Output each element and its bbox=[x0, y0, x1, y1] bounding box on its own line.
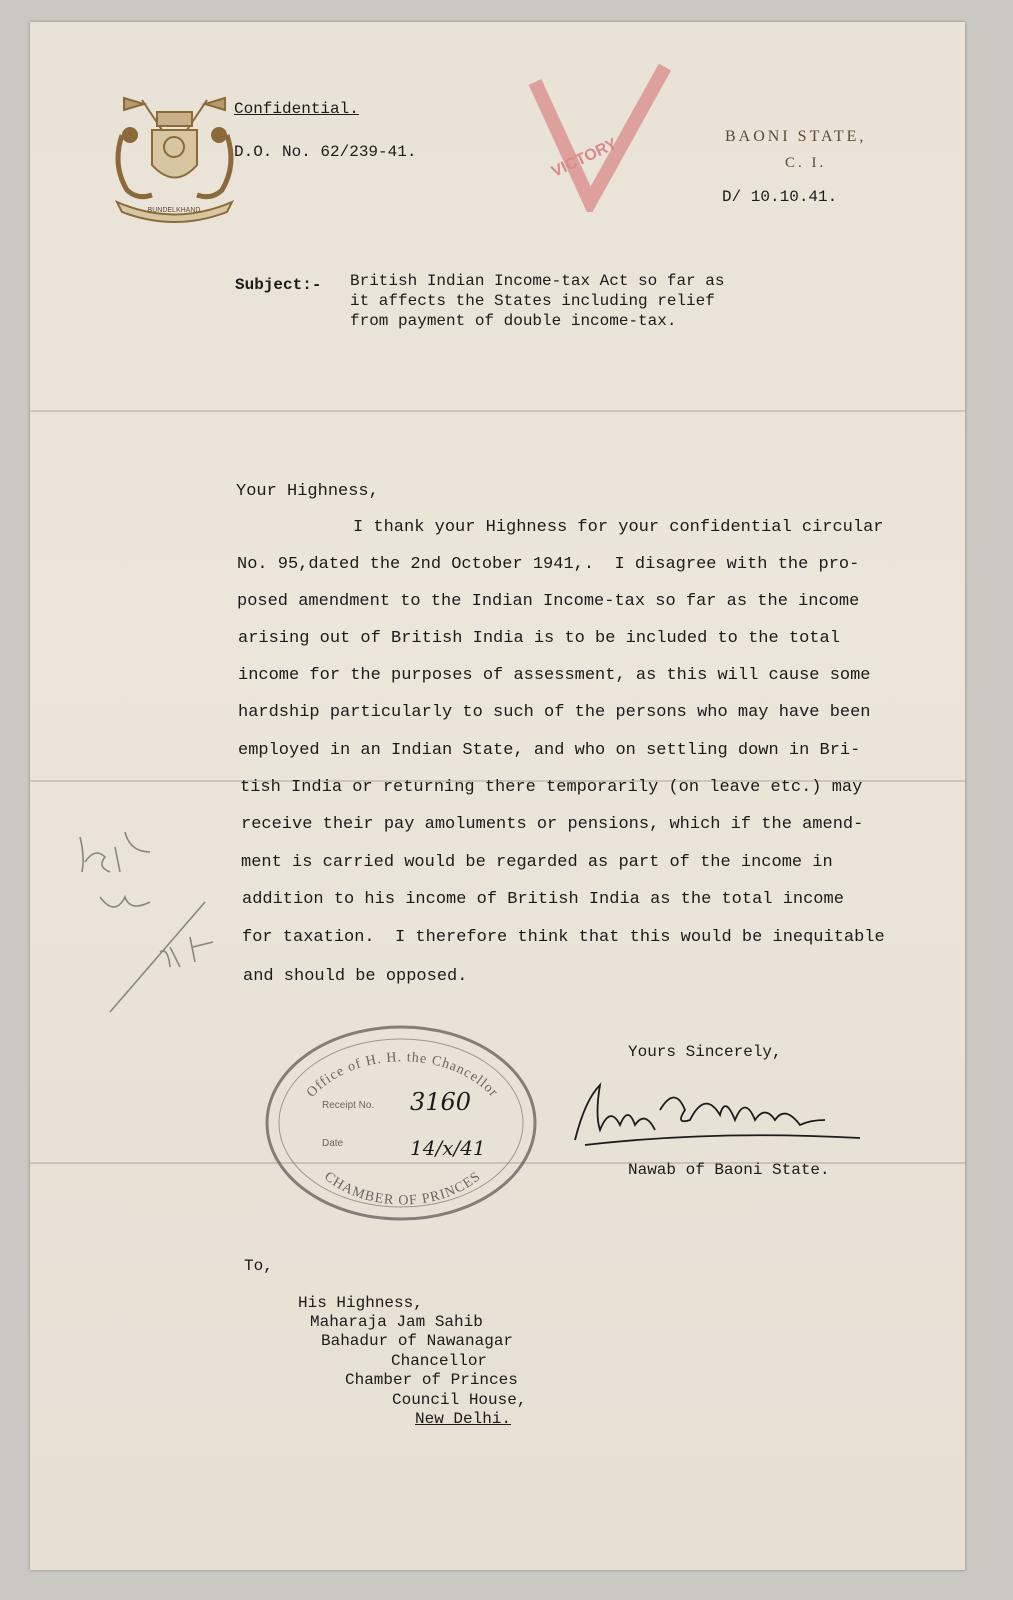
handwritten-signature bbox=[565, 1070, 865, 1150]
address-line: Chancellor bbox=[391, 1352, 488, 1370]
signature-title: Nawab of Baoni State. bbox=[628, 1161, 830, 1179]
body-line: for taxation. I therefore think that this would be inequitable bbox=[242, 928, 885, 947]
address-line: Maharaja Jam Sahib bbox=[310, 1313, 483, 1331]
address-line: Bahadur of Nawanagar bbox=[321, 1332, 514, 1350]
letter-date: D/ 10.10.41. bbox=[722, 188, 838, 206]
victory-v-stamp-icon bbox=[515, 52, 685, 212]
body-line: arising out of British India is to be included to the total bbox=[238, 629, 840, 648]
body-line: No. 95,dated the 2nd October 1941,. I disagree with the pro- bbox=[237, 555, 860, 574]
subject-line: it affects the States including relief bbox=[350, 292, 715, 310]
stamp-receipt-number: 3160 bbox=[410, 1088, 472, 1116]
stamp-top-text: Office of H. H. the Chancellor bbox=[304, 1050, 501, 1101]
subject-label: Subject:- bbox=[235, 276, 322, 294]
body-line: receive their pay amoluments or pensions, which if the amend- bbox=[241, 815, 864, 834]
address-to: To, bbox=[244, 1257, 273, 1275]
stamp-date-value: 14/x/41 bbox=[410, 1136, 486, 1160]
stamp-bottom-text: CHAMBER OF PRINCES bbox=[321, 1169, 484, 1209]
subject-line: British Indian Income-tax Act so far as bbox=[350, 272, 725, 290]
body-line: I thank your Highness for your confidential circular bbox=[353, 518, 884, 537]
stamp-receipt-label: Receipt No. bbox=[322, 1100, 375, 1111]
body-line: hardship particularly to such of the persons who may have been bbox=[238, 703, 871, 722]
do-number: D.O. No. 62/239-41. bbox=[234, 143, 417, 161]
body-line: employed in an Indian State, and who on settling down in Bri- bbox=[238, 741, 861, 760]
pencil-notation-icon bbox=[75, 827, 235, 1017]
victory-stamp-text: VICTORY bbox=[548, 135, 620, 181]
letterhead-state: BAONI STATE, bbox=[725, 128, 867, 145]
body-line: addition to his income of British India as the total income bbox=[242, 890, 844, 909]
address-line: Council House, bbox=[392, 1391, 527, 1409]
letter-page bbox=[30, 22, 965, 1570]
address-line: New Delhi. bbox=[415, 1410, 512, 1428]
subject-line: from payment of double income-tax. bbox=[350, 312, 677, 330]
address-line: His Highness, bbox=[298, 1294, 423, 1312]
chancellor-office-stamp bbox=[260, 1020, 542, 1226]
letterhead-region: C. I. bbox=[785, 155, 827, 171]
address-line: Chamber of Princes bbox=[345, 1371, 518, 1389]
svg-text:CHAMBER OF PRINCES bbox=[321, 1169, 484, 1208]
state-crest-icon bbox=[102, 90, 247, 225]
salutation: Your Highness, bbox=[236, 482, 379, 501]
body-line: tish India or returning there temporarily (on leave etc.) may bbox=[240, 778, 863, 797]
svg-text:Office of H. H. the Chancellor bbox=[304, 1050, 501, 1100]
body-line: income for the purposes of assessment, as this will cause some bbox=[238, 666, 871, 685]
stamp-date-label: Date bbox=[322, 1138, 344, 1149]
crest-label: BUNDELKHAND bbox=[147, 207, 201, 214]
fold-line bbox=[30, 410, 965, 412]
body-line: ment is carried would be regarded as part of the income in bbox=[241, 853, 833, 872]
body-line: and should be opposed. bbox=[243, 967, 468, 986]
body-line: posed amendment to the Indian Income-tax so far as the income bbox=[237, 592, 860, 611]
confidential-label: Confidential. bbox=[234, 100, 359, 118]
closing: Yours Sincerely, bbox=[628, 1043, 782, 1061]
